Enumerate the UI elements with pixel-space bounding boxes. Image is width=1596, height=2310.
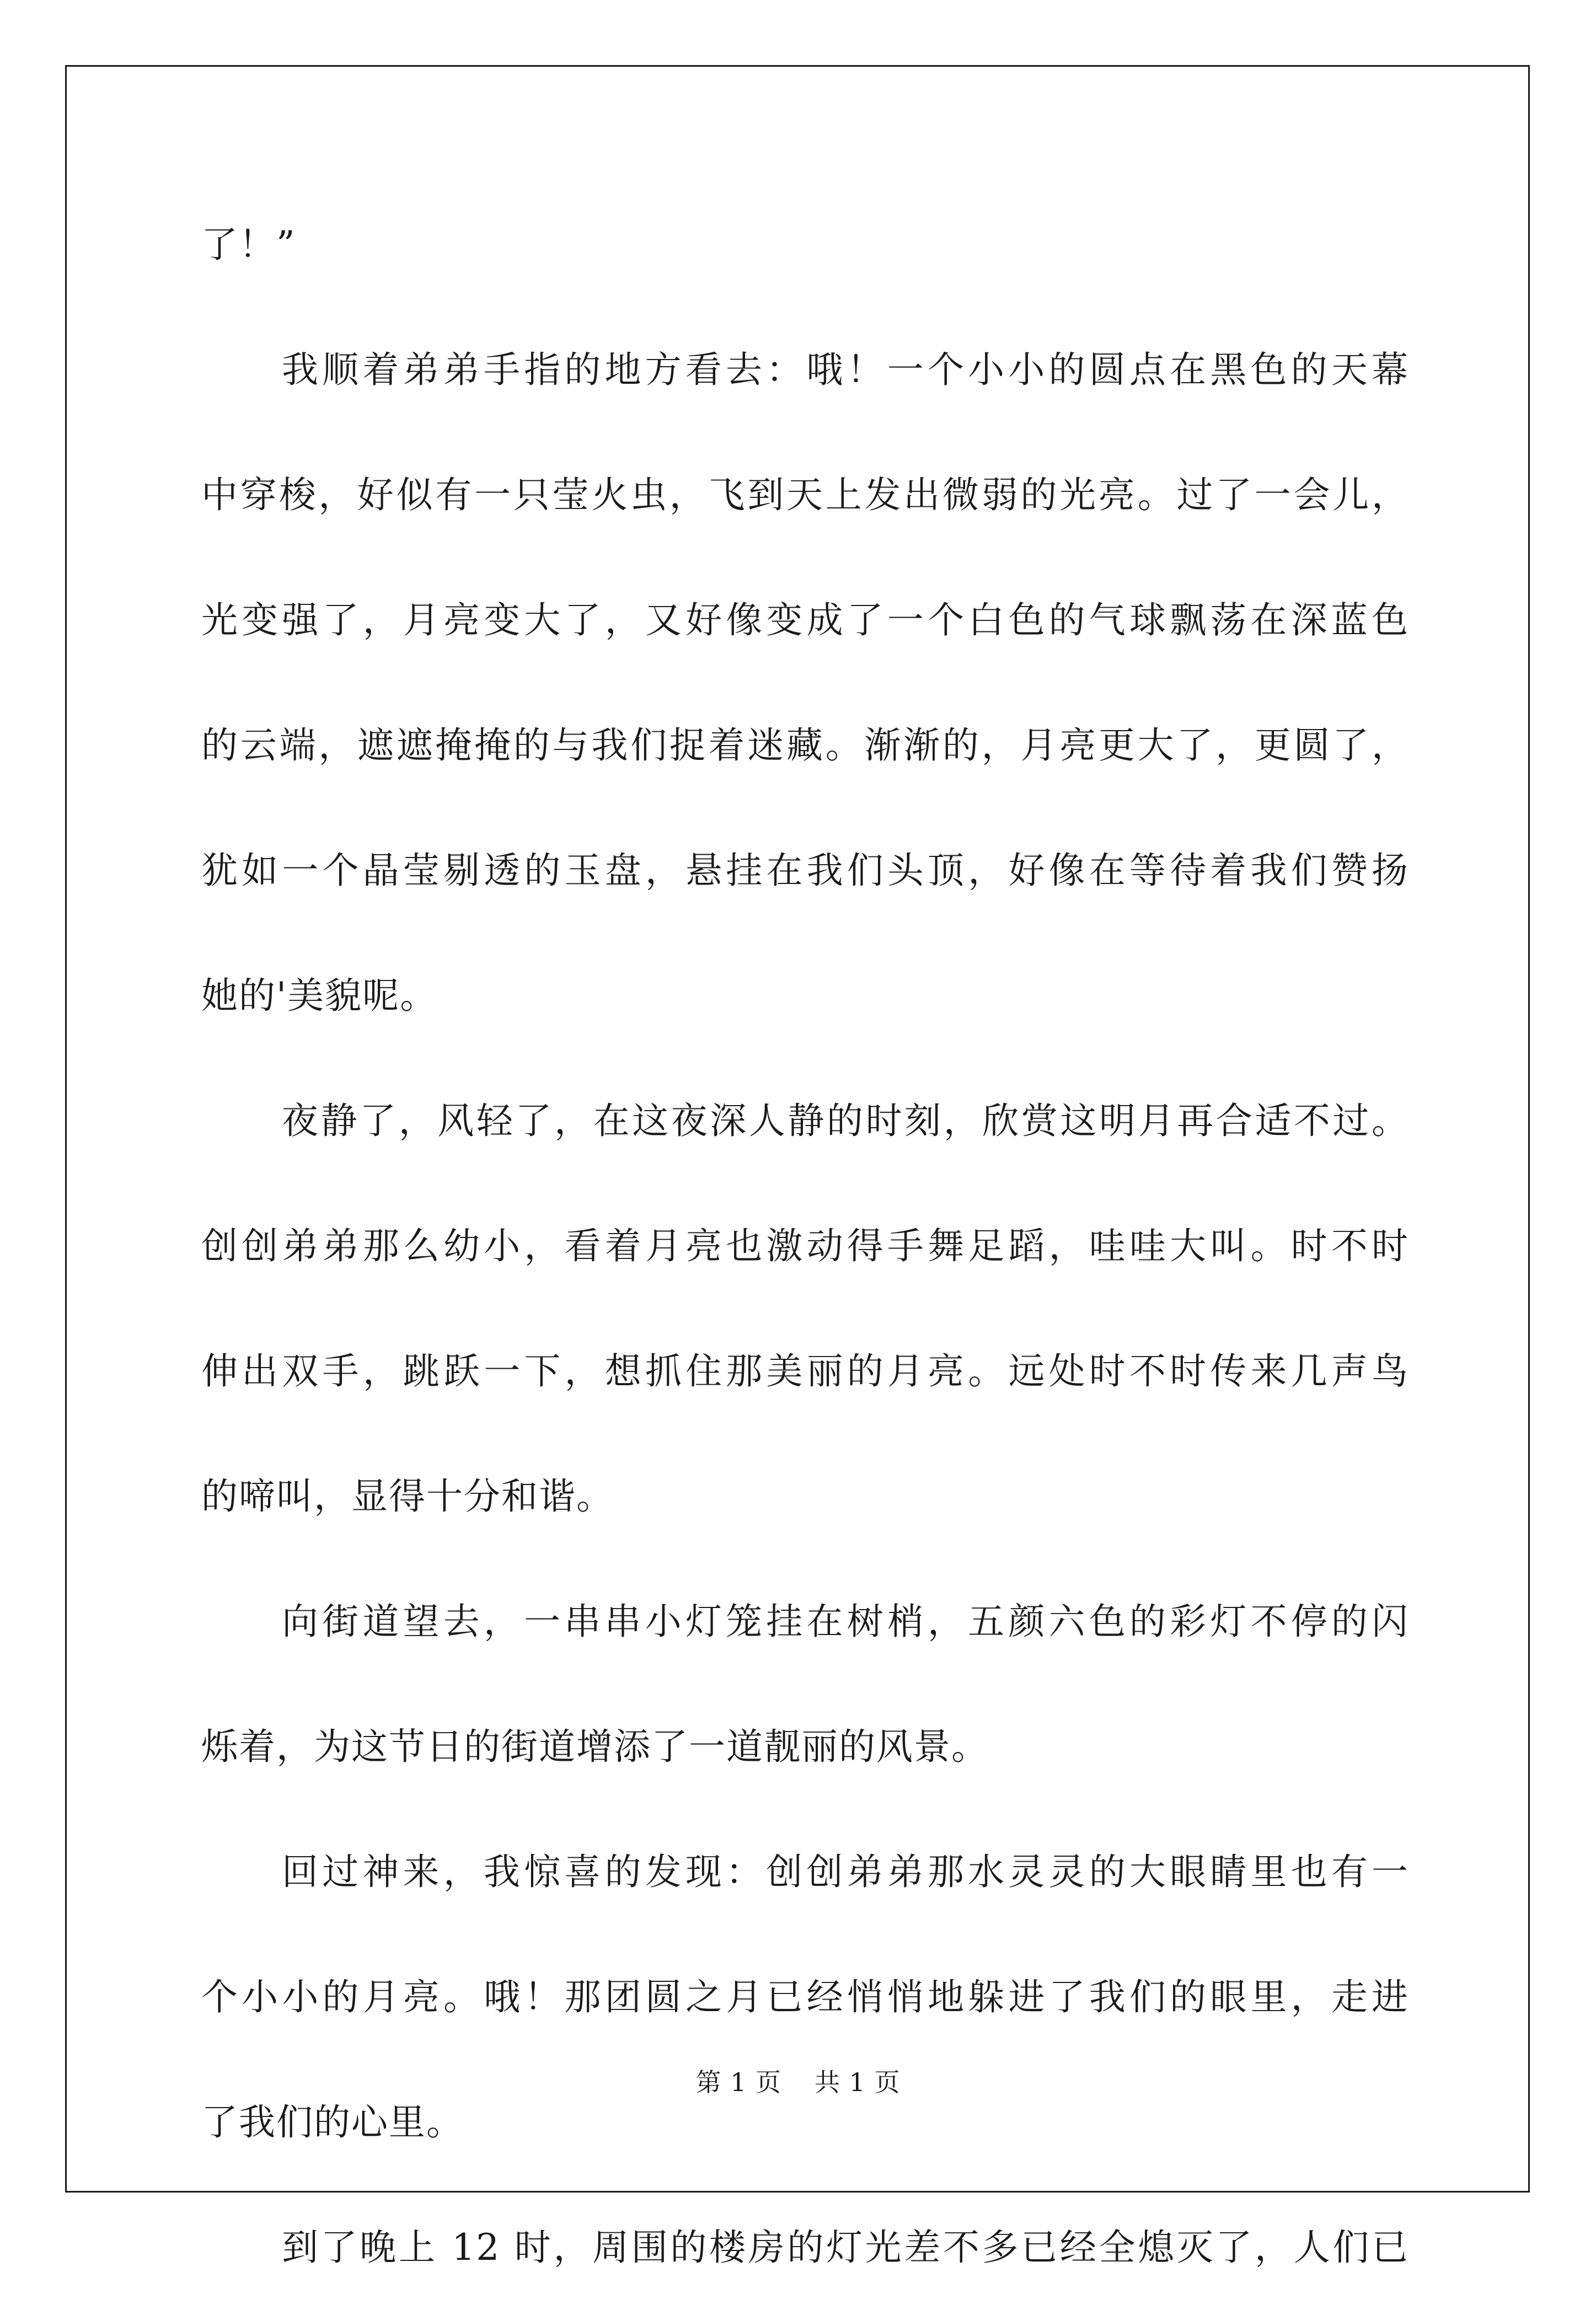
text-line: 回过神来，我惊喜的发现：创创弟弟那水灵灵的大眼睛里也有一 — [282, 1851, 1409, 1893]
text-line: 她的'美貌呢。 — [201, 974, 438, 1017]
text-line: 我顺着弟弟手指的地方看去：哦！一个小小的圆点在黑色的天幕 — [282, 349, 1409, 391]
text-line: 的云端，遮遮掩掩的与我们捉着迷藏。渐渐的，月亮更大了，更圆了， — [201, 724, 1409, 767]
text-line: 烁着，为这节日的街道增添了一道靓丽的风景。 — [201, 1725, 989, 1768]
text-line: 光变强了，月亮变大了，又好像变成了一个白色的气球飘荡在深蓝色 — [201, 599, 1409, 641]
text-line: 向街道望去，一串串小灯笼挂在树梢，五颜六色的彩灯不停的闪 — [282, 1600, 1409, 1643]
page-number: 第 1 页 — [695, 2067, 781, 2097]
text-line: 了！” — [201, 223, 296, 266]
text-line: 创创弟弟那么幼小，看着月亮也激动得手舞足蹈，哇哇大叫。时不时 — [201, 1225, 1409, 1267]
page-total: 共 1 页 — [815, 2067, 901, 2097]
page-footer — [0, 2062, 1596, 2099]
text-line: 夜静了，风轻了，在这夜深人静的时刻，欣赏这明月再合适不过。 — [282, 1100, 1409, 1142]
text-line: 到了晚上 12 时，周围的楼房的灯光差不多已经全熄灭了，人们已 — [282, 2226, 1409, 2269]
text-line: 个小小的月亮。哦！那团圆之月已经悄悄地躲进了我们的眼里，走进 — [201, 1976, 1409, 2018]
text-line: 伸出双手，跳跃一下，想抓住那美丽的月亮。远处时不时传来几声鸟 — [201, 1350, 1409, 1392]
text-line: 中穿梭，好似有一只莹火虫，飞到天上发出微弱的光亮。过了一会儿， — [201, 474, 1409, 516]
document-body — [201, 182, 1409, 2310]
text-line: 的啼叫，显得十分和谐。 — [201, 1475, 614, 1518]
text-line: 犹如一个晶莹剔透的玉盘，悬挂在我们头顶，好像在等待着我们赞扬 — [201, 849, 1409, 892]
text-line: 了我们的心里。 — [201, 2101, 464, 2143]
